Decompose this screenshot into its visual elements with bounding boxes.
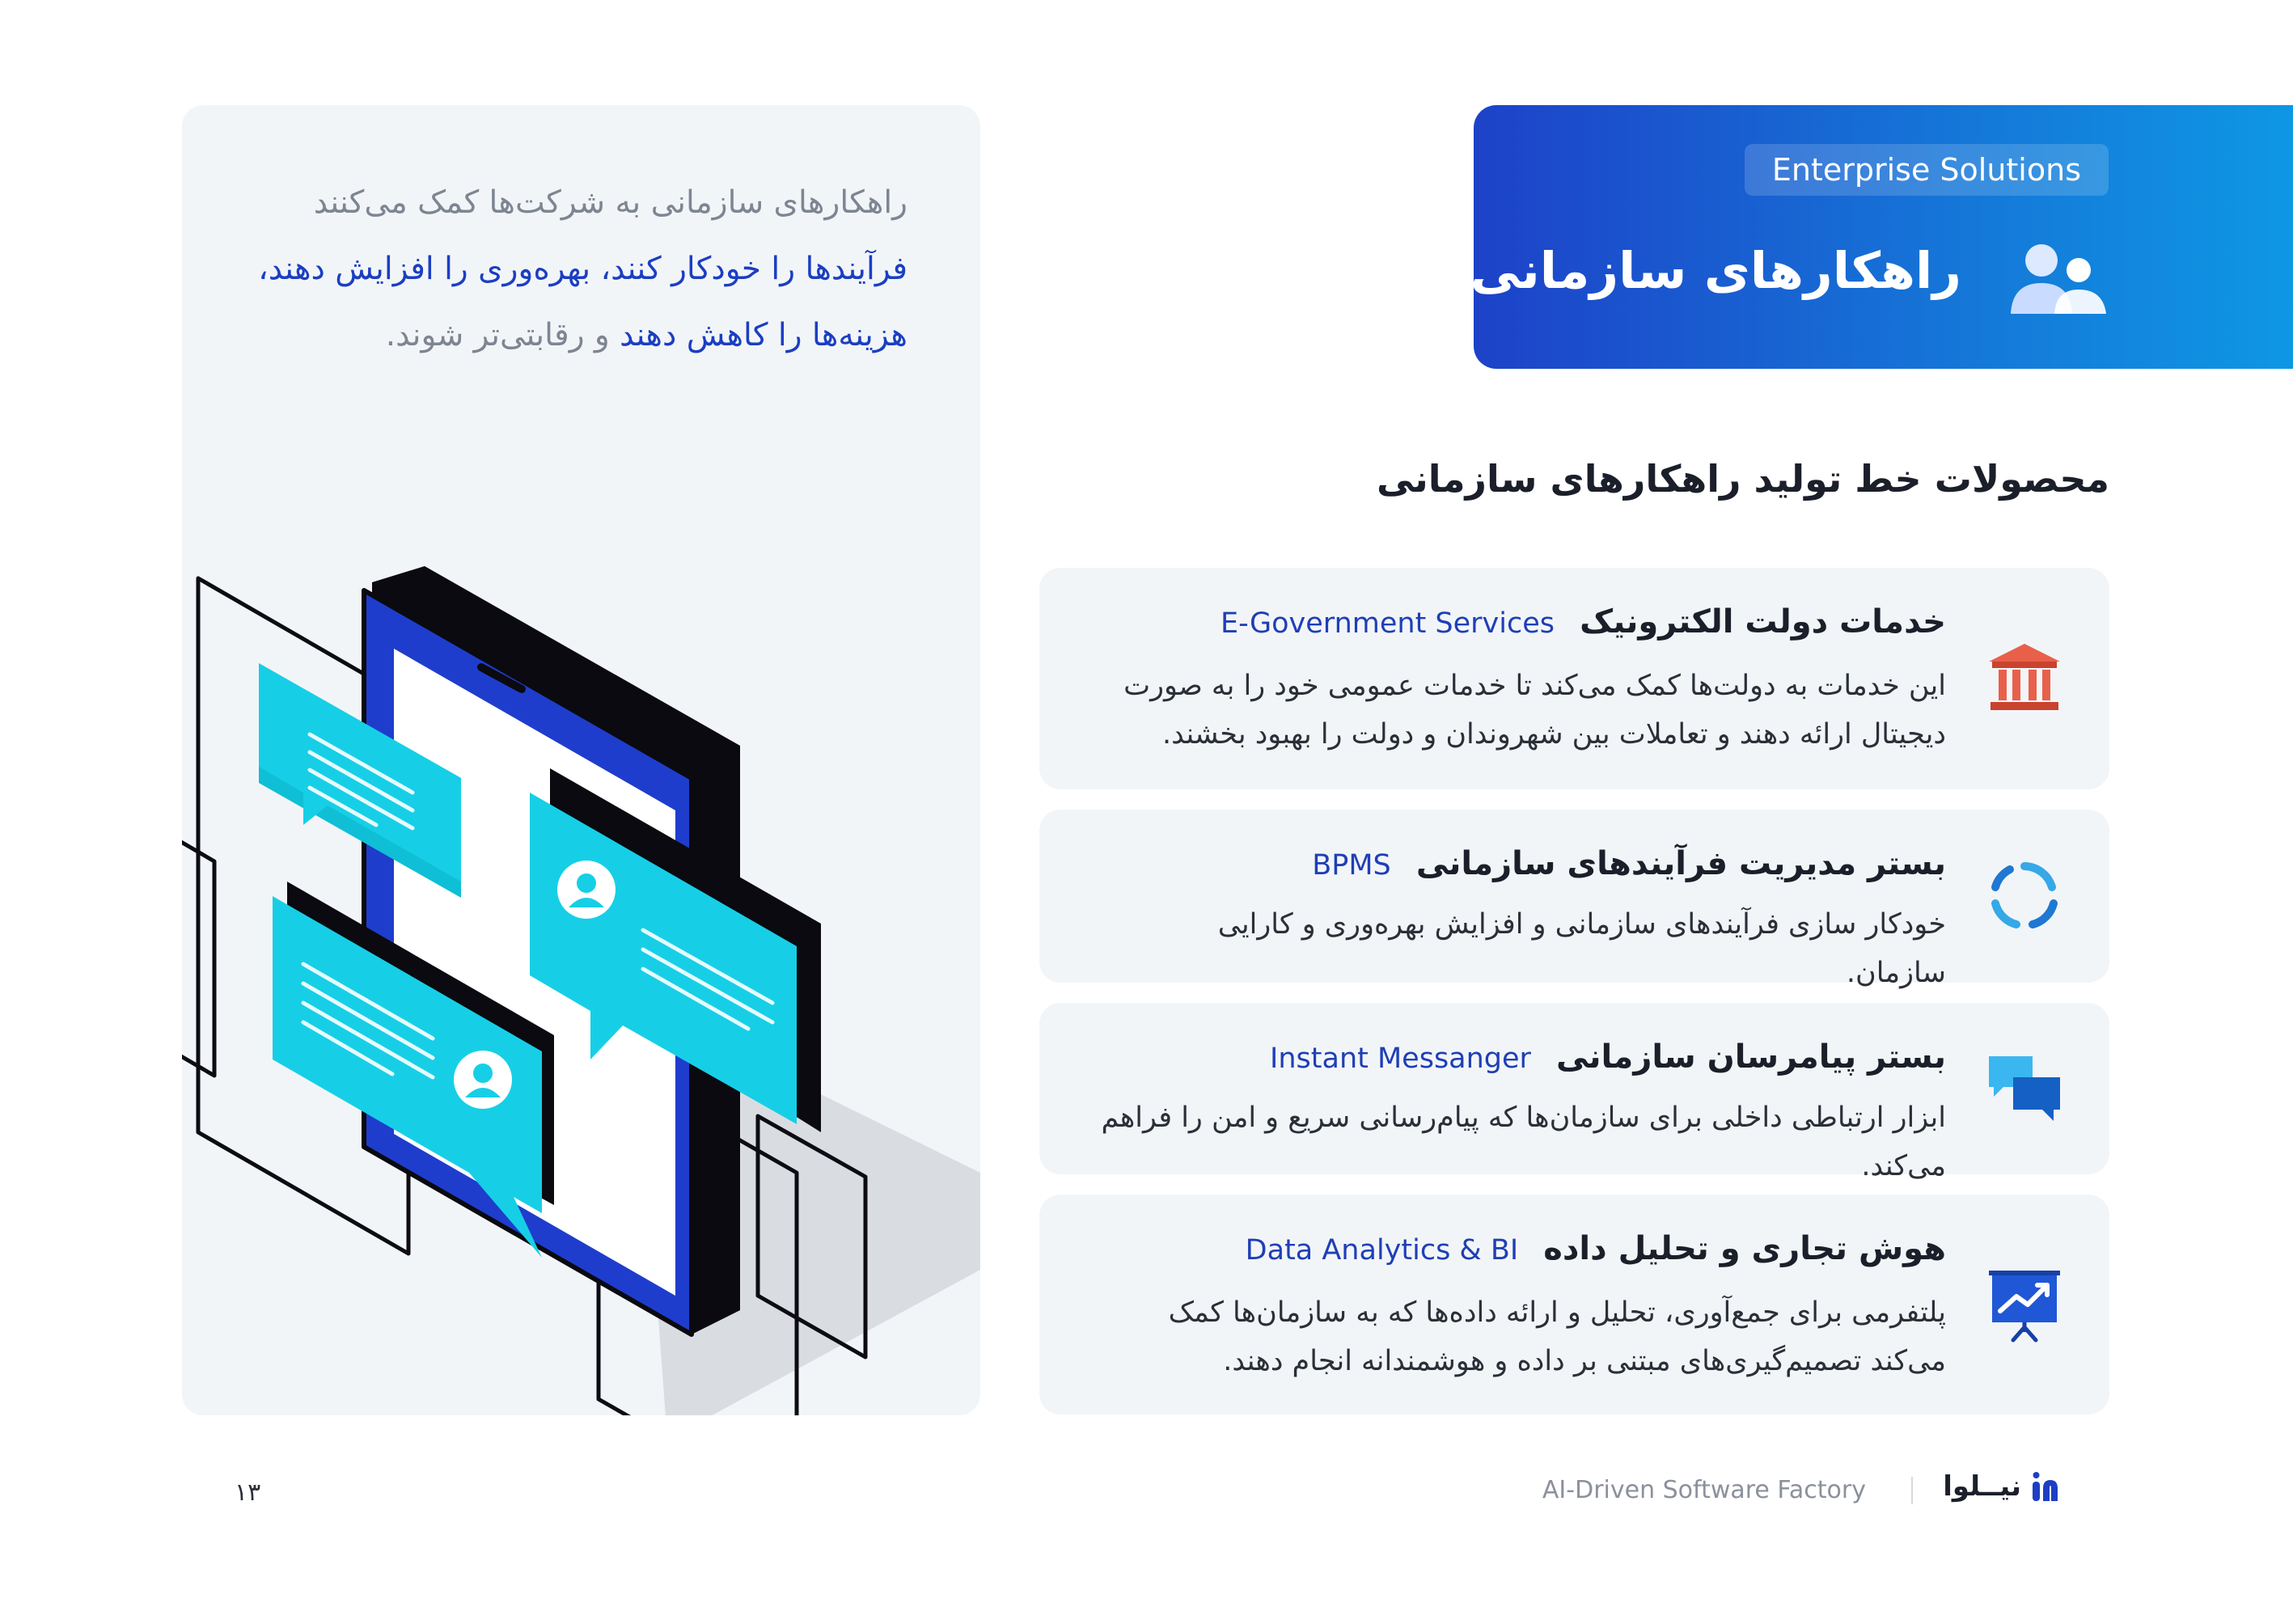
- intro-line-3-rest: و رقابتی‌تر شوند.: [385, 317, 620, 353]
- card-header: [1246, 1230, 1946, 1267]
- card-description: پلتفرمی برای جمع‌آوری، تحلیل و ارائه داده‌ها که به سازمان‌ها کمک می‌کند تصمیم‌گیری‌های مبتنی بر داده و هوشمندانه انجام دهند.: [1168, 1296, 1946, 1377]
- card-subtitle: Data Analytics & BI: [1245, 1234, 1519, 1267]
- card-header: [1221, 603, 1946, 641]
- card-description: خودکار سازی فرآیندهای سازمانی و افزایش بهره‌وری و کارایی سازمان.: [1217, 908, 1946, 989]
- chat-bubbles-icon: [1986, 1050, 2063, 1127]
- product-card-egov[interactable]: [1039, 568, 2109, 789]
- card-header: [1312, 845, 1946, 882]
- process-cycle-icon: [1986, 856, 2063, 934]
- card-title: خدمات دولت الکترونیک: [1580, 603, 1946, 641]
- brand-name: نیــلوا: [1943, 1470, 2021, 1503]
- analytics-board-icon: [1986, 1266, 2063, 1343]
- intro-line-2: فرآیندها را خودکار کنند، بهره‌وری را افزایش دهند،: [258, 251, 907, 287]
- brand-logo: [1943, 1470, 2062, 1503]
- section-title: محصولات خط تولید راهکارهای سازمانی: [1376, 457, 2109, 501]
- product-card-messenger[interactable]: [1039, 1003, 2109, 1182]
- intro-line-1: راهکارهای سازمانی به شرکت‌ها کمک می‌کنند: [313, 184, 907, 221]
- footer-divider: [1911, 1477, 1913, 1504]
- product-card-bpms[interactable]: [1039, 810, 2109, 989]
- header-banner: [1470, 105, 2293, 369]
- card-description: این خدمات به دولت‌ها کمک می‌کند تا خدمات عمومی خود را به صورت دیجیتال ارائه دهند و تعاملات بین شهروندان و دولت را بهبود بخشند.: [1123, 670, 1946, 751]
- card-title: بستر پیامرسان سازمانی: [1556, 1038, 1946, 1076]
- card-subtitle: Instant Messanger: [1270, 1042, 1531, 1075]
- card-title: هوش تجاری و تحلیل داده: [1543, 1230, 1946, 1267]
- card-header: [1270, 1038, 1946, 1076]
- users-icon: [2007, 241, 2109, 322]
- intro-line-3: [222, 302, 907, 369]
- government-building-icon: [1986, 639, 2063, 717]
- card-subtitle: BPMS: [1312, 849, 1391, 882]
- card-description: ابزار ارتباطی داخلی برای سازمان‌ها که پیام‌رسانی سریع و امن را فراهم می‌کند.: [1101, 1102, 1946, 1182]
- product-list: [1039, 568, 2109, 1435]
- intro-quote: [222, 170, 907, 369]
- card-subtitle: E-Government Services: [1221, 607, 1555, 640]
- intro-line-3-highlight: هزینه‌ها را کاهش دهند: [620, 317, 907, 353]
- card-title: بستر مدیریت فرآیندهای سازمانی: [1415, 845, 1946, 882]
- illustration-card: [182, 105, 980, 1415]
- brand-mark-icon: [2029, 1470, 2062, 1503]
- footer-tagline: AI-Driven Software Factory: [1542, 1476, 1866, 1504]
- enterprise-tag: Enterprise Solutions: [1745, 144, 2109, 196]
- banner-title: راهکارهای سازمانی: [1470, 241, 1961, 300]
- page-number: ۱۳: [235, 1478, 261, 1507]
- phone-chat-illustration: [182, 445, 980, 1415]
- product-card-bi[interactable]: [1039, 1195, 2109, 1415]
